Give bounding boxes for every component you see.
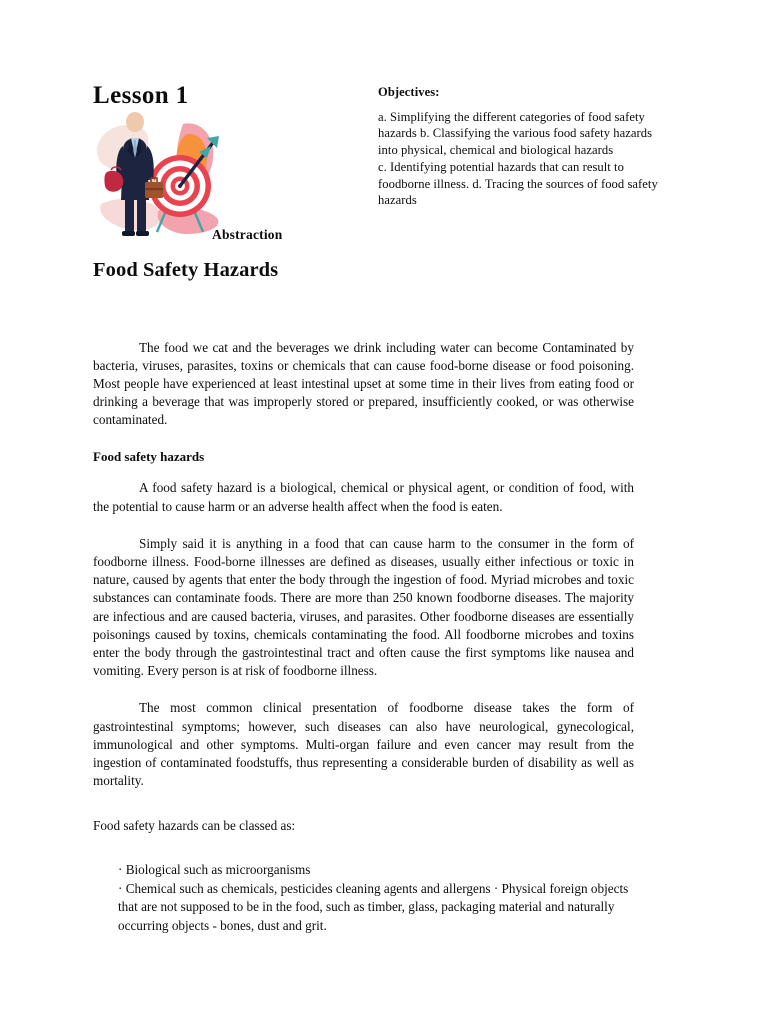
list-item: · Chemical such as chemicals, pesticides cleaning agents and allergens · Physical foreign objects that are not supposed to be in the food, such as timber, glass, packaging material and naturally occurring objects - bones, dust and grit. <box>118 880 629 933</box>
spacer <box>93 464 634 479</box>
objectives-heading: Objectives: <box>378 85 440 99</box>
spacer <box>93 430 634 449</box>
explanation-paragraph: Simply said it is anything in a food that can cause harm to the consumer in the form of foodborne illness. Food-borne illnesses are defined as diseases, usually either infectious or toxic in nature, caused by agents that enter the body through the ingestion of food. Myriad microbes and toxic substances can contaminate foods. There are more than 250 known foodborne diseases. The majority are infectious and are caused bacteria, viruses, and parasites. Other foodborne diseases are essentially poisonings caused by toxins, chemicals contaminating the food. All foodborne microbes and toxins enter the body through the gastrointestinal tract and often cause the first symptoms like nausea and vomiting. Every person is at risk of foodborne illness. <box>93 535 634 679</box>
objectives-list <box>378 109 668 209</box>
objective-item-ab: a. Simplifying the different categories of food safety hazards b. Classifying the various food safety hazards into physical, chemical and biological hazards <box>378 110 653 157</box>
classification-lead-text: Food safety hazards can be classed as: <box>93 817 296 833</box>
definition-paragraph: A food safety hazard is a biological, chemical or physical agent, or condition of food, with the potential to cause harm or an adverse health affect when the food is eaten. <box>93 480 634 514</box>
clinical-presentation-paragraph: The most common clinical presentation of foodborne disease takes the form of gastrointestinal symptoms; however, such diseases can also have neurological, gynecological, immunological and other symptoms. Multi-organ failure and even cancer may result from the ingestion of contaminated foodstuffs, thus representing a considerable burden of disability as well as mortality. <box>93 700 634 789</box>
objectives-block <box>378 85 668 209</box>
spacer <box>93 283 634 339</box>
list-item: · Biological such as microorganisms <box>118 861 311 877</box>
spacer <box>93 835 634 861</box>
intro-paragraph: The food we cat and the beverages we drink including water can become Contaminated by bacteria, viruses, parasites, toxins or chemicals that can cause food-borne disease or food poisoning. Most people have experienced at least intestinal upset at some time in their lives from eating food or drinking a beverage that was improperly stored or prepared, insufficiently cooked, or was otherwise contaminated. <box>93 339 634 428</box>
illustration-svg <box>95 112 225 240</box>
spacer <box>93 680 634 699</box>
section-subheading-food-safety-hazards: Food safety hazards <box>93 448 205 464</box>
spacer <box>93 516 634 535</box>
spacer <box>93 791 634 817</box>
objective-item-cd: c. Identifying potential hazards that can result to foodborne illness. d. Tracing the sources of food safety hazards <box>378 160 658 208</box>
lesson-title: Lesson 1 <box>93 82 189 109</box>
document-header <box>0 0 768 250</box>
page-title: Food Safety Hazards <box>93 259 279 281</box>
hazard-classification-list <box>93 861 634 936</box>
document-body <box>93 258 634 936</box>
illustration-caption: Abstraction <box>212 227 283 242</box>
businessman-target-illustration <box>95 112 225 240</box>
